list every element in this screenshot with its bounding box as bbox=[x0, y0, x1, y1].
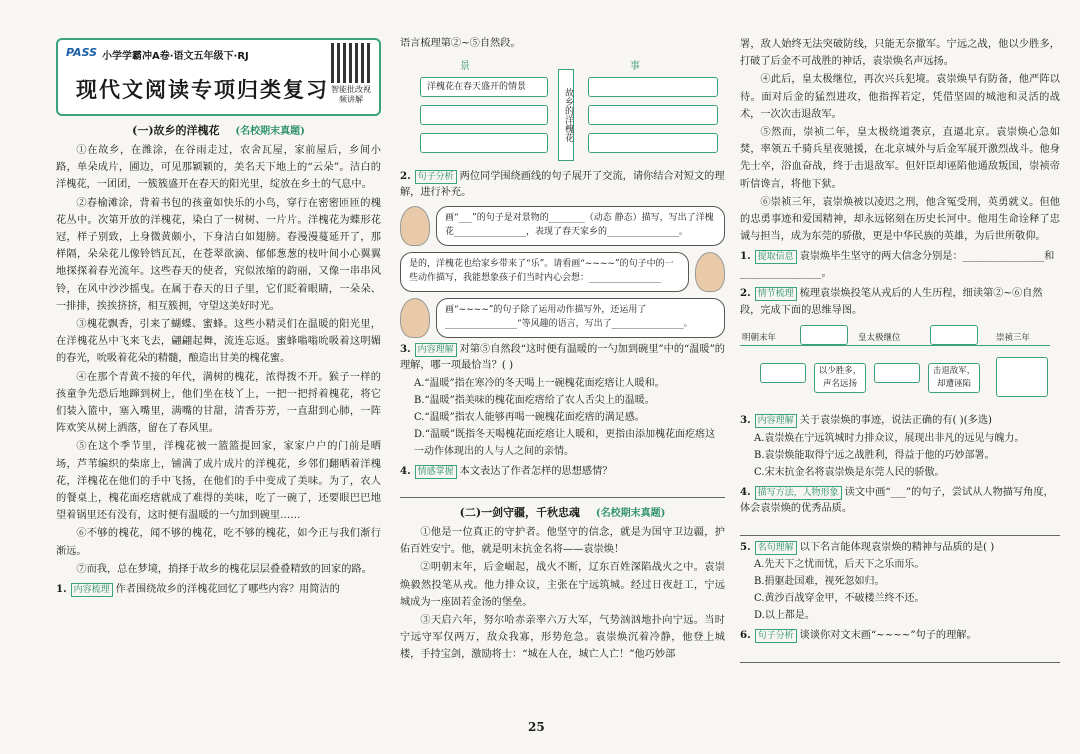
question-1-cont: 语言梳理第②~⑤自然段。 bbox=[400, 38, 521, 49]
map-center: 故乡的洋槐花 bbox=[558, 69, 574, 161]
answer-line[interactable] bbox=[740, 518, 1060, 536]
passage-para: ④在那个青黄不接的年代，满树的槐花，浓得拨不开。猴子一样的孩童争先恐后地蹿到树上，他们坐在枝丫上，一把一把捋着槐花，将它们装入篮中，塞入嘴里，满嘴的甘甜，清香芬芳，一直甜到心肺，一阵阵欢笑从树上洒落，留在了春风里。 bbox=[56, 371, 381, 435]
series-title: 小学学霸冲A卷·语文五年级下·RJ bbox=[102, 51, 249, 62]
mind-map bbox=[400, 57, 725, 165]
question-3: 3. 内容理解 对第⑤自然段“这时便有温暖的一勺加到碗里”中的“温暖”的理解，哪一项最恰当？( ) bbox=[400, 342, 725, 371]
timeline-box[interactable] bbox=[874, 363, 920, 383]
option[interactable]: A.先天下之忧而忧，后天下之乐而乐。 bbox=[754, 559, 925, 571]
section1-heading: (一)故乡的洋槐花 bbox=[132, 124, 220, 137]
question-1: 1. 内容梳理 作者围绕故乡的洋槐花回忆了哪些内容？用简洁的 bbox=[56, 583, 340, 596]
option[interactable]: B.袁崇焕能取得宁远之战胜利，得益于他的巧妙部署。 bbox=[754, 449, 995, 461]
passage-para: ②春榆滩涂，背着书包的孩童如快乐的小鸟，穿行在密密匝匝的槐花丛中。次第开放的洋槐花，染白了一树树、一片片。洋槐花为蝶形花冠，样子别致，上身微黄颇小，下身洁白如翅膀。春漫漫蔓延开了，那样隔，朵朵花儿像铃铛瓦瓦，在苍翠欲滴、郁郁葱葱的枝叶间小心翼翼地探探着春光流年。这些春天的使者，究似浓缩的韵丽，又像一串串风铃，在风中沙沙摇曳。在属于春天的日子里，它们眨着眼睛，一朵朵、一排排，挨挨挤挤，相互簇拥，守望这美好时光。 bbox=[56, 197, 381, 312]
option[interactable]: A.袁崇焕在宁远筑城时力排众议，展现出非凡的远见与魄力。 bbox=[754, 432, 1025, 444]
passage-para: ⑥不够的槐花，闻不够的槐花，吃不够的槐花，如今正与我们渐行渐远。 bbox=[56, 528, 381, 557]
timeline-axis bbox=[740, 345, 1050, 346]
passage-para: ⑦而我，总在梦境，捎择于故乡的槐花层层叠叠精致的回家的路。 bbox=[76, 563, 372, 575]
pass-logo: PASS bbox=[66, 46, 98, 59]
column-right bbox=[740, 0, 1060, 754]
column-left bbox=[56, 0, 381, 754]
question-5: 5. 名句理解 以下名言能体现袁崇焕的精神与品质的是( ) bbox=[740, 540, 995, 553]
map-scene-label: 景 bbox=[460, 60, 470, 72]
student-avatar-icon bbox=[695, 252, 725, 292]
passage-para: ⑥崇祯三年，袁崇焕被以凌迟之刑，他含冤受刑，英勇就义。但他的忠勇事迹和爱国精神，却永远铭刻在历史长河中。他用生命诠释了忠诚与担当，成为东莞的骄傲，更是中华民族的英雄，为后世所敬仰。 bbox=[740, 196, 1060, 243]
passage-para: ②明朝末年，后金崛起，战火不断，辽东百姓深陷战火之中。袁崇焕毅然投笔从戎。他力排众议，主张在宁远筑城。经过日夜赶工，宁远城成为一座固若金汤的堡垒。 bbox=[400, 562, 725, 608]
question-4: 4. 情感掌握 本文表达了作者怎样的思想感情？ bbox=[400, 464, 613, 477]
speech-bubble: 是的，洋槐花也给家乡带来了“乐”。请看画“~~~~”的句子中的一些动作描写，我能想象孩子们当时内心会想：________________ bbox=[400, 252, 689, 292]
qr-code-icon[interactable] bbox=[331, 43, 371, 83]
passage-para: ①在故乡，在潍涂，在谷雨走过，农舍瓦屋，家前屋后，乡间小路，单朵成片，圃边，可见那颖颖的，美名天下地上的“云朵”。洁白的洋槐花，一团团，一簇簇盛开在春天的阳光里，绽放在乡土的气息中。 bbox=[56, 145, 381, 191]
dialogue-1 bbox=[400, 206, 725, 246]
timeline-box[interactable] bbox=[760, 363, 806, 383]
passage-para: ④此后，皇太极继位，再次兴兵犯境。袁崇焕早有防备，他严阵以待。面对后金的猛烈进攻，他指挥若定，凭借坚固的城池和灵活的战术，一次次击退敌军。 bbox=[740, 74, 1060, 120]
map-event-label: 事 bbox=[630, 60, 640, 72]
exam-badge: (名校期末真题) bbox=[235, 126, 305, 137]
map-box[interactable] bbox=[588, 77, 718, 97]
section-title bbox=[400, 504, 725, 520]
question-2: 2. 情节梳理 梳理袁崇焕投笔从戎后的人生历程，细读第②~⑥自然段，完成下面的思维导图。 bbox=[740, 287, 1043, 316]
timeline-box[interactable] bbox=[996, 357, 1048, 397]
timeline-box: 以少胜多，声名远扬 bbox=[814, 363, 866, 393]
question-3: 3. 内容理解 关于袁崇焕的事迹，说法正确的有( )(多选) bbox=[740, 414, 992, 427]
option[interactable]: C.黄沙百战穿金甲，不破楼兰终不还。 bbox=[754, 593, 925, 605]
option[interactable]: D.以上都是。 bbox=[754, 610, 815, 622]
page-title: 现代文阅读专项归类复习 bbox=[76, 78, 329, 102]
dialogue-3 bbox=[400, 298, 725, 338]
option[interactable]: B.“温暖”指美味的槐花面疙瘩给了农人舌尖上的温暖。 bbox=[414, 394, 655, 406]
question-2: 2. 句子分析 两位同学围绕画线的句子展开了交流，请你结合对短文的理解，进行补充。 bbox=[400, 169, 725, 198]
passage-para: ③槐花飘香，引来了蝴蝶、蜜蜂。这些小精灵们在温暖的阳光里，在洋槐花丛中飞来飞去，翩翩起舞，流连忘返。蜜蜂嗡嗡吮吸着这明媚的春光，吮吸着花朵的精髓，酿造出甘美的槐花蜜。 bbox=[56, 319, 381, 365]
timeline-label: 崇祯三年 bbox=[996, 333, 1031, 344]
map-box[interactable] bbox=[420, 105, 548, 125]
speech-bubble: 画“___”的句子是对景物的________（动态 静态）描写，写出了洋槐花________________，表现了春天家乡的________________。 bbox=[436, 206, 725, 246]
passage-para: ⑤在这个季节里，洋槐花被一篮篮提回家，家家户户的门前是晒场，芦苇编织的柴席上，铺满了成片成片的洋槐花，乡邻们翻晒着洋槐花，洋槐花在他们的手中飞扬，在他们的手中变成了美味。为了，农人的餐桌上，槐花面疙瘩就成了难得的美味，吃了一碗了，还要眼巴巴地望着锅里还有没有，这时便有温暖的一勺加到碗里…… bbox=[56, 441, 381, 522]
option[interactable]: D.“温暖”既指冬天喝槐花面疙瘩让人暖和，更指由添加槐花面疙瘩这一动作体现出的人与人之间的亲情。 bbox=[414, 428, 716, 457]
exam-badge: (名校期末真题) bbox=[595, 508, 666, 519]
timeline-map bbox=[740, 323, 1060, 409]
answer-line[interactable] bbox=[400, 480, 725, 498]
passage-para: 署，敌人始终无法突破防线，只能无奈撤军。宁远之战，他以少胜多，打破了后金不可战胜的神话，袁崇焕名声远扬。 bbox=[740, 39, 1060, 68]
answer-line[interactable] bbox=[740, 645, 1060, 663]
section-title bbox=[56, 122, 381, 138]
timeline-label: 明朝末年 bbox=[742, 333, 777, 344]
map-box[interactable] bbox=[588, 105, 718, 125]
option[interactable]: C.“温暖”指农人能够再喝一碗槐花面疙瘩的满足感。 bbox=[414, 411, 645, 423]
map-box[interactable] bbox=[588, 133, 718, 153]
student-avatar-icon bbox=[400, 206, 430, 246]
option[interactable]: B.捐躯赴国难，视死忽如归。 bbox=[754, 576, 885, 588]
question-1: 1. 提取信息 袁崇焕毕生坚守的两大信念分别是：________________和________________。 bbox=[740, 250, 1055, 279]
passage-para: ⑤然而，崇祯二年，皇太极绕道袭京，直逼北京。袁崇焕心急如焚，率领五千骑兵星夜驰援，在北京城外与后金军展开激烈战斗。他身先士卒，浴血奋战，终于击退敌军。但奸臣却诬陷他通敌叛国，崇祯帝听信谗言，将他下狱。 bbox=[740, 127, 1060, 190]
map-box[interactable] bbox=[420, 133, 548, 153]
timeline-box[interactable] bbox=[800, 325, 848, 345]
column-middle bbox=[400, 0, 725, 754]
section2-heading: (二)一剑守疆，千秋忠魂 bbox=[459, 506, 581, 519]
option[interactable]: C.宋末抗金名将袁崇焕是东莞人民的骄傲。 bbox=[754, 466, 945, 478]
timeline-box: 击退敌军，却遭诬陷 bbox=[928, 363, 980, 393]
passage-para: ①他是一位真正的守护者。他坚守的信念，就是为国守卫边疆，护佑百姓安宁。他，就是明末抗金名将——袁崇焕！ bbox=[400, 527, 725, 556]
qr-caption: 智能批改视频讲解 bbox=[331, 85, 371, 104]
option[interactable]: A.“温暖”指在寒冷的冬天喝上一碗槐花面疙瘩让人暖和。 bbox=[414, 377, 665, 389]
student-avatar-icon bbox=[400, 298, 430, 338]
question-4: 4. 描写方法，人物形象 读文中画“___”的句子，尝试从人物描写角度，体会袁崇焕的优秀品质。 bbox=[740, 485, 1054, 515]
speech-bubble: 画“~~~~”的句子除了运用动作描写外，还运用了________________“等风趣的语言，写出了________________。 bbox=[436, 298, 725, 338]
timeline-box[interactable] bbox=[930, 325, 978, 345]
page-number: 25 bbox=[528, 720, 545, 734]
worksheet-header bbox=[56, 38, 381, 116]
passage-para: ③天启六年，努尔哈赤亲率六万大军，气势汹汹地扑向宁远。当时宁远守军仅两万，敌众我寡，形势危急。袁崇焕沉着冷静，他登上城楼，手持宝剑，激励将士：“城在人在，城亡人亡！”他巧妙部 bbox=[400, 615, 725, 661]
map-box[interactable]: 洋槐花在春天盛开的情景 bbox=[420, 77, 548, 97]
dialogue-2 bbox=[400, 252, 725, 292]
question-6: 6. 句子分析 谈谈你对文末画“~~~~”句子的理解。 bbox=[740, 629, 977, 642]
timeline-label: 皇太极继位 bbox=[858, 333, 901, 344]
question-tag: 内容梳理 bbox=[71, 583, 113, 597]
